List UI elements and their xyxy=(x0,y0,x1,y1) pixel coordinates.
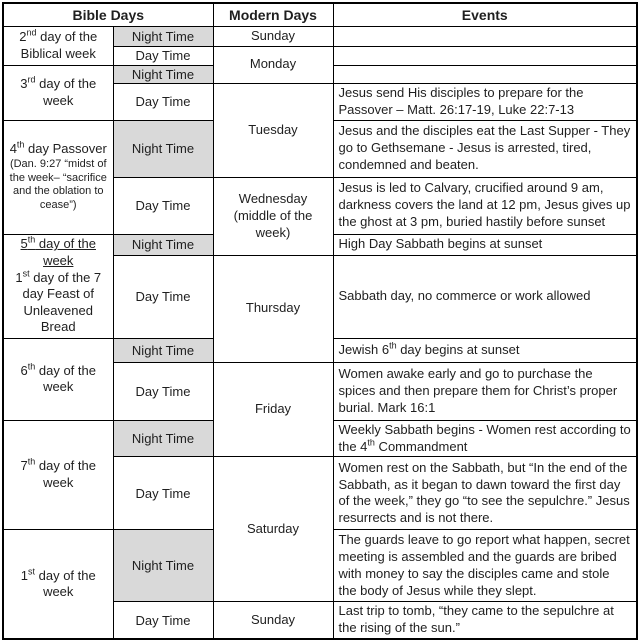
bible-day-label: 4th day Passover xyxy=(9,140,107,157)
day-time-cell: Day Time xyxy=(113,83,213,120)
day-time-cell: Day Time xyxy=(113,177,213,234)
event-cell: Sabbath day, no commerce or work allowed xyxy=(333,255,637,338)
header-row xyxy=(3,3,637,27)
modern-day-cell-saturday: Saturday xyxy=(213,457,333,602)
event-cell: Jesus send His disciples to prepare for the Passover – Matt. 26:17-19, Luke 22:7-13 xyxy=(333,83,637,120)
modern-day-cell-sunday: Sunday xyxy=(213,27,333,47)
event-cell: Women rest on the Sabbath, but “In the end of the Sabbath, as it began to dawn toward the first day of the week,” they go “to see the sepulchre.” Jesus resurrects and is not there. xyxy=(333,457,637,530)
modern-day-cell-thursday: Thursday xyxy=(213,255,333,362)
header-bible-days: Bible Days xyxy=(3,3,213,27)
modern-day-cell-sunday-2: Sunday xyxy=(213,602,333,639)
bible-day-label: 3rd day of the week xyxy=(20,74,97,108)
modern-day-cell-tuesday: Tuesday xyxy=(213,83,333,177)
event-cell xyxy=(333,65,637,83)
modern-day-cell-wednesday: Wednesday (middle of the week) xyxy=(213,177,333,255)
event-cell: Jewish 6th day begins at sunset xyxy=(333,338,637,362)
bible-day-cell-6th xyxy=(3,338,113,420)
bible-day-label: 1st day of the week xyxy=(20,566,96,600)
day-time-cell: Day Time xyxy=(113,457,213,530)
table-row xyxy=(3,27,637,47)
day-time-cell: Day Time xyxy=(113,46,213,65)
modern-day-cell-monday: Monday xyxy=(213,46,333,83)
day-time-cell: Day Time xyxy=(113,602,213,639)
bible-day-cell-7th xyxy=(3,420,113,530)
event-cell: Last trip to tomb, “they came to the sepulchre at the rising of the sun.” xyxy=(333,602,637,639)
event-cell xyxy=(333,27,637,47)
bible-day-label: 5th day of the week xyxy=(20,234,96,268)
night-time-cell: Night Time xyxy=(113,120,213,177)
bible-day-label: 7th day of the week xyxy=(20,457,96,491)
bible-day-cell-4th xyxy=(3,120,113,234)
event-cell: The guards leave to go report what happen, secret meeting is assembled and the guards are bribed with money to say the disciples came and stole the body of Jesus while they slept. xyxy=(333,530,637,602)
bible-day-cell-1st xyxy=(3,530,113,639)
night-time-cell: Night Time xyxy=(113,65,213,83)
event-cell: Jesus is led to Calvary, crucified around 9 am, darkness covers the land at 12 pm, Jesus gives up the ghost at 3 pm, buried hastily before sunset xyxy=(333,177,637,234)
crucifixion-week-table xyxy=(2,2,638,640)
night-time-cell: Night Time xyxy=(113,338,213,362)
day-time-cell: Day Time xyxy=(113,362,213,420)
event-cell: Weekly Sabbath begins - Women rest according to the 4th Commandment xyxy=(333,420,637,457)
event-cell xyxy=(333,46,637,65)
bible-day-label: 6th day of the week xyxy=(20,361,96,395)
bible-day-note: (Dan. 9:27 “midst of the week– “sacrifice and the oblation to cease”) xyxy=(9,157,107,212)
modern-day-cell-friday: Friday xyxy=(213,362,333,457)
bible-day-label-extra: 1st day of the 7 day Feast of Unleavened Bread xyxy=(15,268,102,335)
event-cell: Jesus and the disciples eat the Last Supper - They go to Gethsemane - Jesus is arrested, tired, condemned and beaten. xyxy=(333,120,637,177)
bible-day-cell-3rd xyxy=(3,65,113,120)
event-cell: High Day Sabbath begins at sunset xyxy=(333,234,637,255)
night-time-cell: Night Time xyxy=(113,27,213,47)
night-time-cell: Night Time xyxy=(113,234,213,255)
bible-day-cell-2nd xyxy=(3,27,113,66)
bible-day-cell-5th xyxy=(3,234,113,338)
header-modern-days: Modern Days xyxy=(213,3,333,27)
bible-day-label: 2nd day of the Biblical week xyxy=(19,27,98,61)
night-time-cell: Night Time xyxy=(113,530,213,602)
day-time-cell: Day Time xyxy=(113,255,213,338)
header-events: Events xyxy=(333,3,637,27)
night-time-cell: Night Time xyxy=(113,420,213,457)
event-cell: Women awake early and go to purchase the spices and then prepare them for Christ’s proper burial. Mark 16:1 xyxy=(333,362,637,420)
